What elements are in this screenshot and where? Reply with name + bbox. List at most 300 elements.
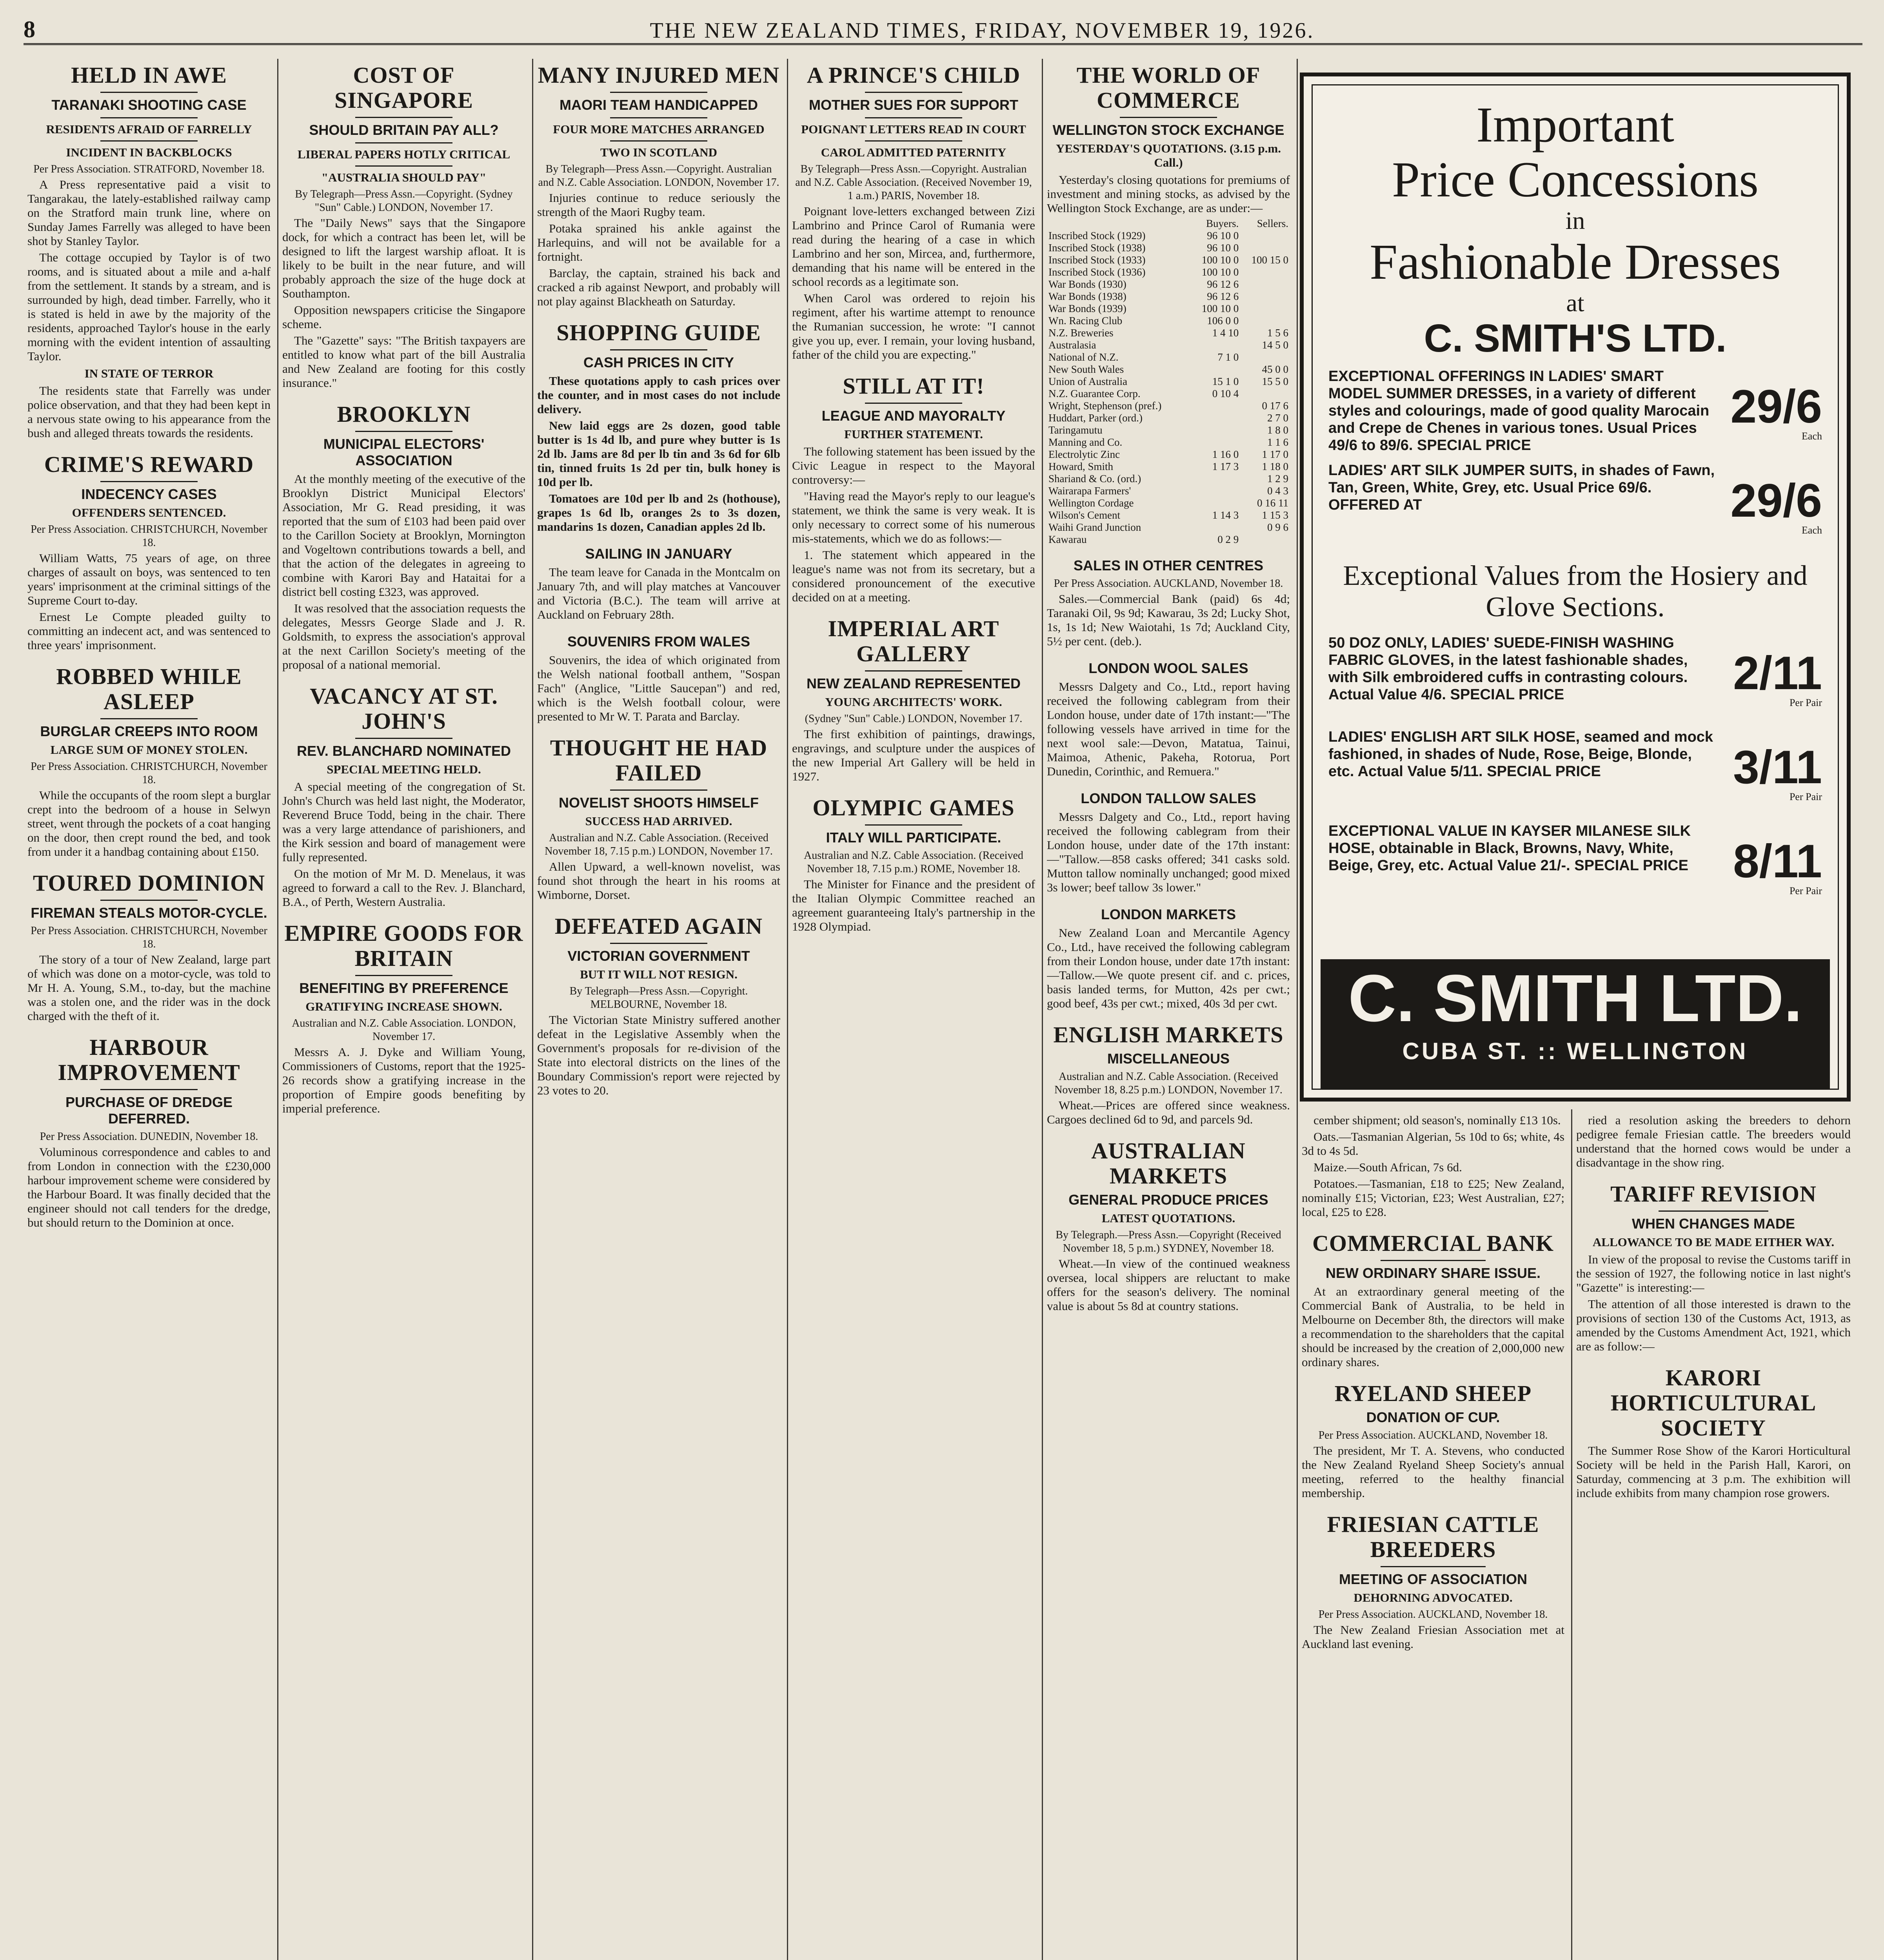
stock-price: 15 1 0: [1212, 376, 1239, 387]
paragraph: The attention of all those interested is drawn to the provisions of section 130 of the Customs Act, 1913, as amended by the Customs Amendment Act, 1921, which are as follow:—: [1576, 1297, 1851, 1353]
stock-price: [1190, 339, 1240, 351]
subheadline: YESTERDAY'S QUOTATIONS. (3.15 p.m. Call.): [1056, 142, 1281, 169]
ad-offer-description: EXCEPTIONAL OFFERINGS IN LADIES' SMART MODEL SUMMER DRESSES, in a variety of different styles and colourings, made of good quality Marocain and Crepe de Chenes in various tones. Usual Prices 49/6 to 89/6. SPECIAL PRICE: [1328, 368, 1710, 454]
stock-name: War Bonds (1930): [1048, 278, 1126, 290]
stock-name: Inscribed Stock (1936): [1048, 266, 1146, 278]
subheadline: LIBERAL PAPERS HOTLY CRITICAL: [297, 147, 511, 161]
stock-price: [1190, 485, 1240, 497]
stock-price: [1240, 303, 1290, 315]
stock-name: Howard, Smith: [1048, 461, 1113, 472]
headline: OLYMPIC GAMES: [812, 795, 1015, 820]
headline: EMPIRE GOODS FOR BRITAIN: [284, 920, 523, 971]
article-commercial-bank: [1302, 1231, 1564, 1369]
headline: FRIESIAN CATTLE BREEDERS: [1327, 1512, 1539, 1562]
article-cost-of-singapore: [282, 63, 525, 390]
stock-price: 1 8 0: [1267, 424, 1288, 436]
stock-price: 7 1 0: [1217, 351, 1239, 363]
stock-price: 1 18 0: [1262, 461, 1288, 472]
article-souvenirs: [537, 633, 780, 724]
headline: LONDON MARKETS: [1101, 906, 1236, 922]
subheadline: MEETING OF ASSOCIATION: [1339, 1571, 1527, 1587]
column-5: [1047, 59, 1290, 1960]
stock-name: Electrolytic Zinc: [1048, 448, 1120, 460]
stock-price: [1190, 497, 1240, 509]
subheadline: WELLINGTON STOCK EXCHANGE: [1052, 122, 1284, 138]
stock-price: 2 7 0: [1267, 412, 1288, 424]
stock-price: [1190, 436, 1240, 448]
dateline: Per Press Association. AUCKLAND, November 18.: [1318, 1608, 1548, 1621]
table-row: [1047, 485, 1290, 497]
ad-offer-price: 29/6: [1730, 380, 1822, 433]
column-rule: [277, 59, 278, 1960]
ad-offer: [1328, 634, 1822, 720]
headline: BROOKLYN: [337, 401, 471, 427]
table-row: [1047, 448, 1290, 461]
column-rule: [1571, 1109, 1572, 1960]
article-robbed-while-asleep: [27, 664, 271, 859]
table-row: [1047, 521, 1290, 534]
ad-inner-frame: [1312, 84, 1839, 1090]
headline: A PRINCE'S CHILD: [807, 62, 1021, 88]
headline: SOUVENIRS FROM WALES: [567, 633, 750, 650]
ad-offer-unit: Each: [1802, 524, 1822, 536]
masthead: [24, 12, 1862, 45]
headline: THE WORLD OF COMMERCE: [1076, 62, 1261, 113]
ad-offer-price: 29/6: [1730, 474, 1822, 527]
dateline: Per Press Association. DUNEDIN, November 18.: [40, 1131, 258, 1143]
headline: COMMERCIAL BANK: [1312, 1230, 1554, 1256]
ad-heading: Price Concessions: [1392, 152, 1759, 207]
stock-name: Shariand & Co. (ord.): [1048, 473, 1141, 485]
paragraph: The New Zealand Friesian Association met at Auckland last evening.: [1302, 1623, 1564, 1651]
stock-name: N.Z. Breweries: [1048, 327, 1114, 339]
table-row: [1047, 388, 1290, 400]
paragraph: While the occupants of the room slept a burglar crept into the bedroom of a house in Selwyn street, went through the pockets of a coat hanging on the door, then crept round the bed, and took from under it a handbag containing about £150.: [27, 788, 271, 858]
article-olympic-games: [792, 795, 1035, 934]
paragraph: New Zealand Loan and Mercantile Agency Co., Ltd., have received the following cablegram from their London house, under date 17th instant:—Tallow.—We quote present cif. and c. prices, basis landed terms, for Mutton, 42s per cwt.; good beef, 43s per cwt.; mixed, 40s 3d per cwt.: [1047, 926, 1290, 1010]
stock-name: Wairarapa Farmers': [1048, 485, 1131, 497]
headline: DEFEATED AGAIN: [554, 913, 763, 939]
headline: TOURED DOMINION: [33, 870, 265, 896]
stock-price: 100 10 0: [1201, 254, 1239, 266]
paragraph: The "Gazette" says: "The British taxpayers are entitled to know what part of the bill Australia and New Zealand are footing for this costly insurance.": [282, 334, 525, 390]
headline: VACANCY AT ST. JOHN'S: [310, 683, 498, 734]
paragraph: The team leave for Canada in the Montcalm on January 7th, and will play matches at Vancouver and Victoria (B.C.). The team will arrive at Auckland on February 28th.: [537, 565, 780, 621]
paragraph: These quotations apply to cash prices over the counter, and in most cases do not include delivery.: [537, 374, 780, 416]
stock-price: 1 2 9: [1267, 473, 1288, 485]
paragraph: The Minister for Finance and the president of the Italian Olympic Committee reached an agreement guaranteeing Italy's partnership in the 1928 Olympiad.: [792, 877, 1035, 933]
stock-price: [1240, 388, 1290, 400]
subheadline: DONATION OF CUP.: [1366, 1409, 1500, 1425]
stock-name: Inscribed Stock (1938): [1048, 242, 1146, 254]
stock-name: Inscribed Stock (1929): [1048, 230, 1146, 241]
table-row: [1047, 473, 1290, 485]
subheadline: GENERAL PRODUCE PRICES: [1068, 1192, 1268, 1208]
stock-name: War Bonds (1939): [1048, 303, 1126, 314]
stock-name: Manning and Co.: [1048, 436, 1123, 448]
subheadline: SPECIAL MEETING HELD.: [327, 762, 481, 776]
subheadline: INCIDENT IN BACKBLOCKS: [66, 145, 232, 159]
subheadline: FOUR MORE MATCHES ARRANGED: [553, 122, 765, 136]
article-karori-horticultural: [1576, 1365, 1851, 1500]
table-row: [1047, 461, 1290, 473]
paragraph: On the motion of Mr M. D. Menelaus, it was agreed to forward a call to the Rev. J. Blanchard, B.A., of Perth, Western Australia.: [282, 867, 525, 909]
ad-offer: [1328, 728, 1822, 815]
article-friesian-continued: [1576, 1113, 1851, 1170]
column-1: [27, 59, 271, 1960]
subheadline: LARGE SUM OF MONEY STOLEN.: [50, 743, 248, 757]
subheadline: BENEFITING BY PREFERENCE: [299, 980, 509, 996]
column-rule: [787, 59, 788, 1960]
table-row: [1047, 436, 1290, 448]
stock-name: Huddart, Parker (ord.): [1048, 412, 1143, 424]
table-row: [1047, 534, 1290, 546]
paragraph: Potaka sprained his ankle against the Harlequins, and will not be available for a fortnight.: [537, 221, 780, 263]
headline: RYELAND SHEEP: [1334, 1381, 1532, 1406]
paragraph: Wheat.—In view of the continued weakness oversea, local shippers are reluctant to make offers for the season's delivery. The nominal value is about 5s 8d at country stations.: [1047, 1257, 1290, 1313]
advertisement-c-smith: [1300, 73, 1851, 1102]
stock-price: 100 10 0: [1201, 303, 1239, 314]
subheadline: LATEST QUOTATIONS.: [1101, 1211, 1235, 1225]
page-number: 8: [24, 16, 35, 42]
article-harbour-improvement: [27, 1035, 271, 1230]
stock-price: 1 17 0: [1262, 448, 1288, 460]
table-row: [1047, 266, 1290, 278]
table-row: [1047, 351, 1290, 363]
ad-heading: in: [1565, 207, 1585, 234]
headline: SAILING IN JANUARY: [585, 546, 732, 562]
stock-price: 96 10 0: [1207, 242, 1239, 254]
table-row: [1047, 509, 1290, 521]
stock-price: 96 12 6: [1207, 278, 1239, 290]
article-defeated-again: [537, 914, 780, 1098]
stock-price: 14 5 0: [1262, 339, 1288, 351]
column-2: [282, 59, 525, 1960]
table-row: [1047, 303, 1290, 315]
subheadline: CAROL ADMITTED PATERNITY: [821, 145, 1006, 159]
article-empire-goods: [282, 921, 525, 1116]
subheadline: LEAGUE AND MAYORALTY: [821, 408, 1006, 424]
subheadline: ITALY WILL PARTICIPATE.: [826, 829, 1001, 846]
ad-offer-unit: Each: [1802, 430, 1822, 442]
column-6: [1302, 1113, 1564, 1960]
stock-price: [1190, 473, 1240, 485]
article-sales-other-centres: [1047, 557, 1290, 648]
stock-name: Wright, Stephenson (pref.): [1048, 400, 1162, 412]
paragraph: The following statement has been issued by the Civic League in respect to the Mayoral controversy:—: [792, 445, 1035, 486]
table-row: [1047, 290, 1290, 303]
ad-offer: [1328, 368, 1822, 454]
column-rule: [1297, 59, 1298, 1960]
article-toured-dominion: [27, 871, 271, 1023]
subheadline: CASH PRICES IN CITY: [583, 354, 734, 370]
stock-price: 106 0 0: [1207, 315, 1239, 327]
subheadline: TWO IN SCOTLAND: [600, 145, 717, 159]
paragraph: Maize.—South African, 7s 6d.: [1314, 1160, 1462, 1174]
paragraph: New laid eggs are 2s dozen, good table butter is 1s 4d lb, and pure whey butter is 1s 2d lb. Jams are 8d per lb tin and 3s 6d for 6lb tin, tinned fruits 1s 2d per tin, bulk honey is 10d per lb.: [537, 419, 780, 489]
stock-name: Union of Australia: [1048, 376, 1127, 387]
stock-price: 0 10 4: [1212, 388, 1239, 399]
stock-name: Taringamutu: [1048, 424, 1103, 436]
paragraph: The "Daily News" says that the Singapore dock, for which a contract has been let, will be designed to lift the largest warship afloat. It is likely to be built in the near future, and will probably approach the size of the huge dock at Southampton.: [282, 216, 525, 300]
paragraph: Yesterday's closing quotations for premiums of investment and mining stocks, as advised by the Wellington Stock Exchange, are as under:—: [1047, 173, 1290, 215]
paragraph: Ernest Le Compte pleaded guilty to committing an indecent act, and was sentenced to three years' imprisonment.: [27, 610, 271, 652]
stock-price: 1 1 6: [1267, 436, 1288, 448]
subheadline: INDECENCY CASES: [81, 486, 217, 502]
table-row: [1047, 230, 1290, 242]
stock-price: 100 10 0: [1201, 266, 1239, 278]
table-row: [1047, 363, 1290, 376]
subheadline: "AUSTRALIA SHOULD PAY": [321, 171, 487, 184]
paragraph: The first exhibition of paintings, drawings, engravings, and sculpture under the auspices of the new Imperial Art Gallery will be held in 1927.: [792, 727, 1035, 783]
stock-price: 1 15 3: [1262, 509, 1288, 521]
paragraph: Barclay, the captain, strained his back and cracked a rib against Newport, and probably will not play against Blackheath on Saturday.: [537, 266, 780, 308]
stock-price: 0 9 6: [1267, 521, 1288, 533]
paragraph: The Victorian State Ministry suffered another defeat in the Legislative Assembly when the Government's proposals for re-division of the State into electoral districts on the lines of the Boundary Commission's report were rejected by 23 votes to 20.: [537, 1013, 780, 1097]
stock-price: [1240, 242, 1290, 254]
headline: KARORI HORTICULTURAL SOCIETY: [1610, 1365, 1817, 1441]
stock-price: [1240, 351, 1290, 363]
subheadline: MAORI TEAM HANDICAPPED: [559, 97, 758, 113]
article-australian-markets: [1047, 1138, 1290, 1313]
subheadline: GRATIFYING INCREASE SHOWN.: [305, 1000, 502, 1013]
stock-price: [1190, 521, 1240, 534]
dateline: Per Press Association. AUCKLAND, November 18.: [1318, 1429, 1548, 1441]
paragraph: The Summer Rose Show of the Karori Horticultural Society will be held in the Parish Hall, Karori, on Saturday, commencing at 3 p.m. The exhibition will include exhibits from many champion rose growers.: [1576, 1444, 1851, 1500]
paragraph: The president, Mr T. A. Stevens, who conducted the New Zealand Ryeland Sheep Society's annual meeting, referred to the healthy financial membership.: [1302, 1444, 1564, 1500]
dateline: Australian and N.Z. Cable Association. (Received November 18, 8.25 p.m.) LONDON, November 17.: [1054, 1071, 1283, 1096]
ad-shop-name: C. SMITH'S LTD.: [1424, 316, 1727, 360]
stock-price: 0 16 11: [1257, 497, 1288, 509]
paragraph: Messrs Dalgety and Co., Ltd., report having received the following cablegram from their London house, under date of 17th instant:—"The following vessels have arrived in time for the next wool sale:—Devon, Matatua, Tainui, Maimoa, Athenic, Pakeha, Rotorua, Port Dunedin, Corinthic, and Remuera.": [1047, 680, 1290, 778]
ad-footer-banner: [1321, 959, 1830, 1089]
headline: AUSTRALIAN MARKETS: [1091, 1138, 1246, 1189]
column-rule: [532, 59, 533, 1960]
ad-subheading: Exceptional Values from the Hosiery and Glove Sections.: [1343, 560, 1808, 622]
column-3: [537, 59, 780, 1960]
headline: ENGLISH MARKETS: [1053, 1022, 1284, 1047]
table-row: [1047, 497, 1290, 509]
paragraph: Allen Upward, a well-known novelist, was found shot through the heart in his rooms at Wimborne, Dorset.: [537, 860, 780, 902]
stock-price: 1 4 10: [1212, 327, 1239, 339]
ad-offer-unit: Per Pair: [1789, 885, 1822, 897]
article-tariff-revision: [1576, 1181, 1851, 1354]
paragraph: Tomatoes are 10d per lb and 2s (hothouse), grapes 1s 6d lb, oranges 2s to 3s dozen, mandarins 1s dozen, Canadian apples 2d lb.: [537, 492, 780, 534]
paragraph: ried a resolution asking the breeders to dehorn pedigree female Friesian cattle. The breeders would understand that the horned cows would be under a disadvantage in the show ring.: [1576, 1113, 1851, 1169]
column-7: [1576, 1113, 1851, 1960]
subheadline: PURCHASE OF DREDGE DEFERRED.: [65, 1094, 233, 1127]
dateline: Australian and N.Z. Cable Association. (Received November 18, 7.15 p.m.) LONDON, November 17.: [545, 832, 773, 857]
column-rule: [1042, 59, 1043, 1960]
stock-price: 1 14 3: [1212, 509, 1239, 521]
dateline: By Telegraph—Press Assn.—Copyright. Australian and N.Z. Cable Association. LONDON, November 17.: [538, 163, 779, 189]
subheadline: OFFENDERS SENTENCED.: [72, 506, 226, 519]
subheadline: SHOULD BRITAIN PAY ALL?: [309, 122, 499, 138]
article-crimes-reward: [27, 452, 271, 652]
column-header: Buyers.: [1206, 218, 1239, 229]
stock-price: 100 15 0: [1251, 254, 1288, 266]
subheadline: YOUNG ARCHITECTS' WORK.: [825, 695, 1002, 709]
subheadline: BURGLAR CREEPS INTO ROOM: [40, 723, 258, 739]
stock-price: 0 2 9: [1217, 534, 1239, 545]
article-many-injured-men: [537, 63, 780, 309]
headline: SALES IN OTHER CENTRES: [1073, 557, 1264, 573]
paragraph: Oats.—Tasmanian Algerian, 5s 10d to 6s; white, 4s 3d to 4s 5d.: [1302, 1130, 1564, 1158]
subheadline: MISCELLANEOUS: [1107, 1051, 1230, 1067]
dateline: (Sydney "Sun" Cable.) LONDON, November 17.: [805, 713, 1023, 725]
paragraph: The cottage occupied by Taylor is of two rooms, and is situated about a mile and a-half from the settlement. It stands by a stream, and is surrounded by high, dead timber. Farrelly, who it is stated is held in awe by the majority of the residents, approached Taylor's house in the early morning with the evident intention of assaulting Taylor.: [27, 250, 271, 363]
subheadline: WHEN CHANGES MADE: [1631, 1216, 1795, 1232]
subheadline: NOVELIST SHOOTS HIMSELF: [558, 795, 759, 811]
masthead-title: THE NEW ZEALAND TIMES, FRIDAY, NOVEMBER 19, 1926.: [650, 18, 1315, 43]
article-london-markets: [1047, 906, 1290, 1011]
table-row: [1047, 424, 1290, 436]
article-world-of-commerce: [1047, 63, 1290, 546]
ad-footer-address: CUBA ST. :: WELLINGTON: [1402, 1038, 1748, 1064]
headline: SHOPPING GUIDE: [556, 320, 761, 345]
subheadline: FIREMAN STEALS MOTOR-CYCLE.: [31, 905, 267, 921]
subheadline: REV. BLANCHARD NOMINATED: [296, 743, 511, 759]
article-london-wool-sales: [1047, 660, 1290, 779]
subheadline: NEW ORDINARY SHARE ISSUE.: [1325, 1265, 1541, 1281]
subheadline: NEW ZEALAND REPRESENTED: [806, 675, 1021, 691]
subheadline: SUCCESS HAD ARRIVED.: [585, 814, 732, 828]
paragraph: Sales.—Commercial Bank (paid) 6s 4d; Taranaki Oil, 9s 9d; Kawarau, 3s 2d; Lucky Shot, 1s, 1s 1d; New Waiotahi, 1s 7d; Auckland City, 5½ per cent. (deb.).: [1047, 592, 1290, 648]
table-row: [1047, 278, 1290, 290]
article-still-at-it: [792, 374, 1035, 604]
article-imperial-art-gallery: [792, 616, 1035, 784]
paragraph: cember shipment; old season's, nominally £13 10s.: [1314, 1113, 1561, 1127]
stock-price: 0 4 3: [1267, 485, 1288, 497]
paragraph: "Having read the Mayor's reply to our league's statement, we think the same is very weak. It is only necessary to correct some of his numerous mis-statements, which we do as follows:—: [792, 489, 1035, 545]
paragraph: Souvenirs, the idea of which originated from the Welsh national football anthem, "Sospan Fach" (Anglice, "Little Saucepan") and red, which is the Welsh football colour, were presented to Mr W. T. Parata and Barclay.: [537, 653, 780, 723]
article-market-continued: [1302, 1113, 1564, 1219]
ad-offer-price: 8/11: [1733, 835, 1822, 887]
paragraph: Wheat.—Prices are offered since weakness. Cargoes declined 6d to 9d, and parcels 9d.: [1047, 1098, 1290, 1126]
paragraph: When Carol was ordered to rejoin his regiment, after his wartime attempt to renounce the Rumanian succession, he wrote: "I cannot give you up, ever. I remain, your loving husband, father of the child you are expecting.": [792, 291, 1035, 361]
stock-price: [1240, 315, 1290, 327]
table-row: [1047, 254, 1290, 266]
dateline: By Telegraph.—Press Assn.—Copyright (Received November 18, 5 p.m.) SYDNEY, November 18.: [1056, 1229, 1281, 1254]
ad-offer-price: 2/11: [1733, 647, 1822, 699]
ad-offer-unit: Per Pair: [1789, 697, 1822, 708]
dateline: Per Press Association. CHRISTCHURCH, November 18.: [31, 760, 267, 786]
stock-price: 96 12 6: [1207, 290, 1239, 302]
paragraph: 1. The statement which appeared in the league's name was not from its secretary, but a considered pronouncement of the executive decided on at a meeting.: [792, 548, 1035, 604]
subheadline: VICTORIAN GOVERNMENT: [567, 948, 750, 964]
stock-price: [1190, 363, 1240, 376]
stock-name: Wellington Cordage: [1048, 497, 1134, 509]
dateline: Per Press Association. CHRISTCHURCH, November 18.: [31, 523, 267, 549]
stock-price: [1190, 424, 1240, 436]
stock-price: 45 0 0: [1262, 363, 1288, 375]
crosshead: IN STATE OF TERROR: [84, 367, 214, 380]
ad-offer-description: EXCEPTIONAL VALUE IN KAYSER MILANESE SILK HOSE, obtainable in Black, Browns, Navy, White, Beige, Grey, etc. Actual Value 21/-. SPECIAL PRICE: [1328, 823, 1691, 874]
ad-heading: Important: [1476, 97, 1674, 152]
subheadline: POIGNANT LETTERS READ IN COURT: [801, 122, 1026, 136]
ad-footer-name: C. SMITH LTD.: [1348, 961, 1802, 1036]
stock-price: [1190, 412, 1240, 424]
paragraph: Messrs A. J. Dyke and William Young, Commissioners of Customs, report that the 1925-26 records show a gratifying increase in the proportion of Empire goods benefiting by imperial preference.: [282, 1045, 525, 1115]
article-held-in-awe: [27, 63, 271, 440]
headline: LONDON WOOL SALES: [1088, 660, 1248, 676]
dateline: By Telegraph—Press Assn.—Copyright. Australian and N.Z. Cable Association. (Received November 19, 1 a.m.) PARIS, November 18.: [795, 163, 1032, 202]
table-row: [1047, 327, 1290, 339]
stock-price: 0 17 6: [1262, 400, 1288, 412]
dateline: By Telegraph—Press Assn.—Copyright. (Sydney "Sun" Cable.) LONDON, November 17.: [295, 188, 513, 214]
paragraph: At an extraordinary general meeting of the Commercial Bank of Australia, to be held in Melbourne on December 8th, the directors will make a recommendation to the shareholders that the capital should be increased by the creation of 2,000,000 new ordinary shares.: [1302, 1285, 1564, 1369]
table-row: [1047, 315, 1290, 327]
stock-price: [1240, 230, 1290, 242]
table-row: [1047, 376, 1290, 388]
table-row: [1047, 400, 1290, 412]
headline: TARIFF REVISION: [1610, 1181, 1817, 1207]
dateline: Per Press Association. STRATFORD, November 18.: [33, 163, 265, 175]
column-header: Sellers.: [1257, 218, 1288, 229]
subheadline: MUNICIPAL ELECTORS' ASSOCIATION: [323, 436, 485, 468]
article-sailing-in-january: [537, 546, 780, 622]
paragraph: Poignant love-letters exchanged between Zizi Lambrino and Prince Carol of Rumania were read during the hearing of a case in which Lambrino and her son, Mircea, and, furthermore, demanding that his name will be entered in the school records as a legitimate son.: [792, 204, 1035, 289]
stock-quotations-table: [1047, 218, 1290, 546]
article-princes-child: [792, 63, 1035, 362]
paragraph: A special meeting of the congregation of St. John's Church was held last night, the Moderator, Reverend Bruce Todd, being in the chair. There was a very large attendance of parishioners, and the Kirk session and board of management were fully represented.: [282, 780, 525, 864]
table-row: [1047, 339, 1290, 351]
paragraph: Injuries continue to reduce seriously the strength of the Maori Rugby team.: [537, 191, 780, 219]
stock-price: 1 5 6: [1267, 327, 1288, 339]
stock-name: Inscribed Stock (1933): [1048, 254, 1146, 266]
stock-name: New South Wales: [1048, 363, 1124, 375]
table-row: [1047, 412, 1290, 424]
article-brooklyn: [282, 402, 525, 672]
headline: CRIME'S REWARD: [44, 452, 254, 477]
stock-price: [1240, 278, 1290, 290]
subheadline: BUT IT WILL NOT RESIGN.: [580, 967, 738, 981]
paragraph: The residents state that Farrelly was under police observation, and that they had been kept in a nervous state owing to his appearance from the bush and alleged threats towards the residents.: [27, 384, 271, 440]
subheadline: FURTHER STATEMENT.: [844, 427, 983, 441]
dateline: Australian and N.Z. Cable Association. (Received November 18, 7.15 p.m.) ROME, November 18.: [804, 849, 1023, 875]
paragraph: In view of the proposal to revise the Customs tariff in the session of 1927, the following notice in last night's "Gazette" is interesting:—: [1576, 1252, 1851, 1294]
stock-name: Wilson's Cement: [1048, 509, 1121, 521]
stock-price: 1 17 3: [1212, 461, 1239, 472]
article-london-tallow-sales: [1047, 790, 1290, 895]
paragraph: Messrs Dalgety and Co., Ltd., report having received the following cablegram from their London house, under date of the 17th instant:—"Tallow.—858 casks offered; 341 casks sold. Mutton tallow nominally unchanged; good mixed 3s lower; beef tallow 3s lower.": [1047, 810, 1290, 894]
headline: ROBBED WHILE ASLEEP: [56, 664, 242, 714]
ad-offer-unit: Per Pair: [1789, 791, 1822, 802]
dateline: Per Press Association. CHRISTCHURCH, November 18.: [31, 925, 267, 950]
table-row: [1047, 242, 1290, 254]
dateline: By Telegraph—Press Assn.—Copyright. MELBOURNE, November 18.: [569, 985, 748, 1011]
paragraph: Voluminous correspondence and cables to and from London in connection with the £230,000 harbour improvement scheme were considered by the Harbour Board. It was finally decided that the engineer should not call tenders for the dredge, but should return to the Dominion at once.: [27, 1145, 271, 1229]
article-shopping-guide: [537, 320, 780, 534]
headline: THOUGHT HE HAD FAILED: [550, 735, 768, 786]
stock-price: 15 5 0: [1262, 376, 1288, 387]
headline: HARBOUR IMPROVEMENT: [58, 1034, 240, 1085]
article-thought-he-had-failed: [537, 735, 780, 902]
subheadline: TARANAKI SHOOTING CASE: [51, 97, 247, 113]
headline: COST OF SINGAPORE: [334, 62, 473, 113]
paragraph: William Watts, 75 years of age, on three charges of assault on boys, was sentenced to ten years' imprisonment at the criminal sittings of the Supreme Court to-day.: [27, 551, 271, 607]
paragraph: It was resolved that the association requests the delegates, Messrs George Slade and J. R. Goldsmith, to express the association's approval at the next Carillon Society's meeting of the proposal of a national memorial.: [282, 601, 525, 671]
paragraph: The story of a tour of New Zealand, large part of which was done on a motor-cycle, was told to Mr H. A. Young, S.M., to-day, but the machine was a stolen one, and the rider was in the dock charged with the theft of it.: [27, 953, 271, 1023]
headline: STILL AT IT!: [843, 373, 985, 399]
stock-name: Kawarau: [1048, 534, 1087, 545]
subheadline: MOTHER SUES FOR SUPPORT: [808, 97, 1019, 113]
ad-offer-price: 3/11: [1733, 741, 1822, 793]
stock-price: 1 16 0: [1212, 448, 1239, 460]
stock-name: N.Z. Guarantee Corp.: [1048, 388, 1141, 399]
stock-price: [1240, 534, 1290, 546]
ad-offer: [1328, 462, 1822, 548]
